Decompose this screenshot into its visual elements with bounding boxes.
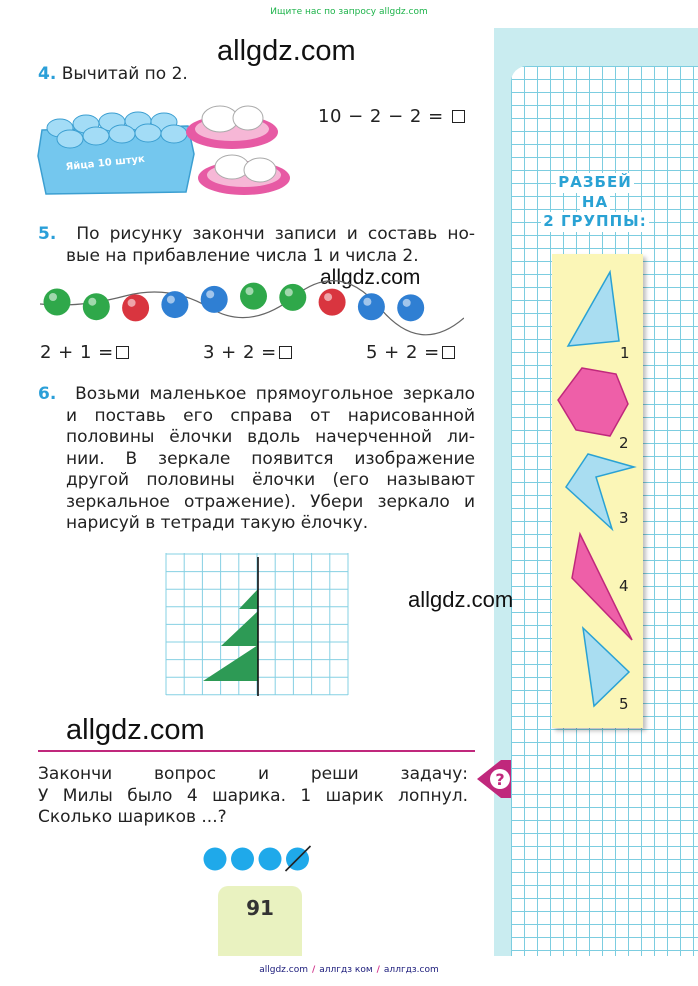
shape-label-3: 3 xyxy=(619,509,629,527)
shape-label-5: 5 xyxy=(619,695,629,713)
page-number: 91 xyxy=(218,886,302,956)
equation-1 xyxy=(40,342,129,363)
answer-box[interactable] xyxy=(116,346,129,359)
task-4-equation xyxy=(318,106,465,127)
heading-line-2: НА xyxy=(581,192,609,211)
footer-separator: / xyxy=(311,965,316,975)
equation-2 xyxy=(203,342,292,363)
balloons-row xyxy=(202,844,314,874)
task-6-line-1 xyxy=(38,384,475,406)
answer-box[interactable] xyxy=(442,346,455,359)
task-4-heading xyxy=(38,64,188,86)
bead-string xyxy=(40,278,464,338)
task-5-line-1-text: По рисунку закончи записи и составь но- xyxy=(76,224,476,244)
task-6-line-4: нии. В зеркале появится изображение xyxy=(66,448,475,469)
task-5-number: 5. xyxy=(38,224,57,244)
question-line-3: Сколько шариков ...? xyxy=(38,807,227,827)
task-6-line-6: зеркальное отражение). Убери зеркало и xyxy=(66,491,475,512)
egg-carton-illustration xyxy=(36,104,198,202)
footer-link-2[interactable]: аллгдз ком xyxy=(319,965,373,975)
bead xyxy=(279,284,306,311)
task-6-line-7: нарисуй в тетради такую ёлочку. xyxy=(66,513,369,533)
sidebar-heading xyxy=(520,173,670,232)
shape-1-triangle xyxy=(568,272,619,346)
balloon xyxy=(231,848,254,871)
shape-label-4: 4 xyxy=(619,577,629,595)
bead xyxy=(201,286,228,313)
task-4-text: Вычитай по 2. xyxy=(61,64,188,84)
question-badge xyxy=(477,760,511,798)
shape-label-2: 2 xyxy=(619,434,629,452)
question-line-1: Закончи вопрос и реши задачу: xyxy=(38,764,468,784)
equation-3 xyxy=(366,342,455,363)
shape-2-hexagon xyxy=(558,368,628,436)
footer-links xyxy=(0,965,698,975)
eggs-on-plates-illustration xyxy=(184,94,290,204)
section-divider xyxy=(38,750,475,752)
task-5-line-2: вые на прибавление числа 1 и числа 2. xyxy=(66,245,419,266)
heading-line-3: 2 ГРУППЫ: xyxy=(543,212,647,230)
equation-3-text: 5 + 2 = xyxy=(366,342,440,363)
question-line-2: У Милы было 4 шарика. 1 шарик лопнул. xyxy=(38,785,468,806)
watermark-2: allgdz.com xyxy=(320,266,421,289)
footer-link-1[interactable]: allgdz.com xyxy=(259,965,308,975)
heading-line-1: РАЗБЕЙ xyxy=(558,173,632,191)
balloon xyxy=(204,848,227,871)
task-6-text xyxy=(38,384,475,535)
balloon xyxy=(259,848,282,871)
bead xyxy=(319,289,346,316)
bead xyxy=(397,294,424,321)
watermark-4: allgdz.com xyxy=(66,714,205,746)
task-5-line-1 xyxy=(38,224,475,246)
task-4-expression: 10 − 2 − 2 = xyxy=(318,106,444,127)
footer-link-3[interactable]: аллгдз.com xyxy=(383,965,439,975)
bead xyxy=(44,289,71,316)
task-6-line-2: и поставь его справа от нарисованной xyxy=(66,405,475,426)
equation-2-text: 3 + 2 = xyxy=(203,342,277,363)
tree-grid xyxy=(163,553,349,696)
shapes-card xyxy=(552,254,643,728)
task-5-text xyxy=(38,224,475,267)
bead xyxy=(240,283,267,310)
answer-box[interactable] xyxy=(452,110,465,123)
task-6-number: 6. xyxy=(38,384,57,404)
bead xyxy=(83,293,110,320)
watermark-1: allgdz.com xyxy=(217,35,356,67)
question-text xyxy=(38,764,468,829)
bead xyxy=(161,291,188,318)
carton-label: Яйца 10 штук xyxy=(65,153,146,173)
task-4-number: 4. xyxy=(38,64,57,84)
question-mark-icon: ? xyxy=(495,770,505,789)
bead xyxy=(358,293,385,320)
answer-box[interactable] xyxy=(279,346,292,359)
shape-label-1: 1 xyxy=(620,344,630,362)
footer-separator: / xyxy=(376,965,380,975)
task-6-line-3: половины ёлочки вдоль начерченной ли- xyxy=(66,427,475,447)
task-6-line-1-text: Возьми маленькое прямоугольное зеркало xyxy=(75,384,475,404)
shapes-svg xyxy=(552,254,643,728)
watermark-3: allgdz.com xyxy=(408,587,514,612)
task-6-line-5: другой половины ёлочки (его называют xyxy=(66,470,475,490)
bead xyxy=(122,294,149,321)
equation-1-text: 2 + 1 = xyxy=(40,342,114,363)
top-search-hint[interactable]: Ищите нас по запросу allgdz.com xyxy=(270,7,428,17)
